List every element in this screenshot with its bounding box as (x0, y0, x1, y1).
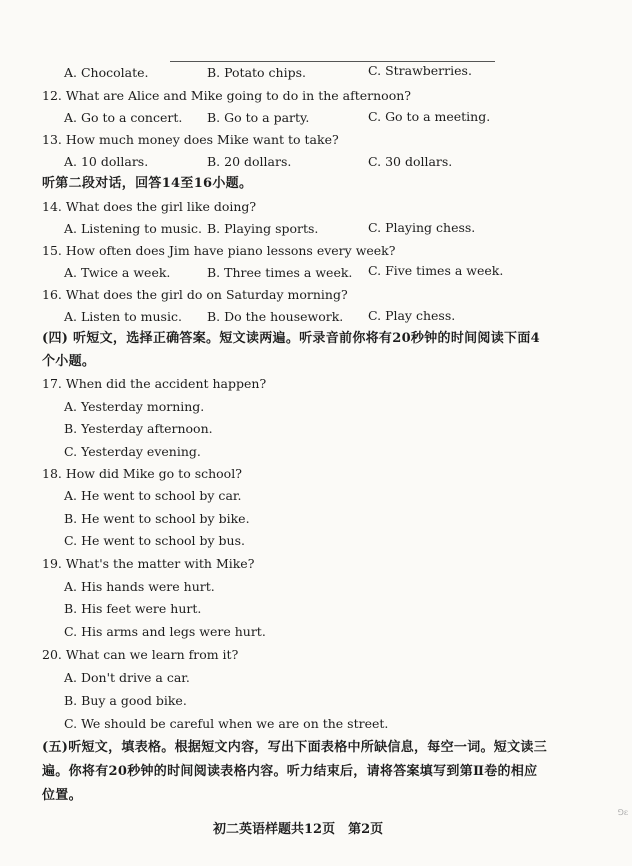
q20-option-a: A. Don't drive a car. (64, 670, 190, 685)
section5-instruction-line3: 位置。 (42, 788, 82, 803)
q13-option-a: A. 10 dollars. (64, 154, 149, 169)
corner-mark: ⅁ε (617, 808, 628, 817)
q14-option-c: C. Playing chess. (368, 220, 476, 235)
section4-instruction-line1: (四) 听短文，选择正确答案。短文读两遍。听录音前你将有20秒钟的时间阅读下面4 (42, 331, 540, 346)
q18-option-a: A. He went to school by car. (64, 488, 242, 503)
q17-option-a: A. Yesterday morning. (64, 399, 205, 414)
q20-option-c: C. We should be careful when we are on the street. (64, 716, 389, 731)
section4-instruction-line2: 个小题。 (42, 354, 96, 369)
q12-option-a: A. Go to a concert. (64, 110, 183, 125)
section5-instruction-line2: 遍。你将有20秒钟的时间阅读表格内容。听力结束后，请将答案填写到第Ⅱ卷的相应 (42, 764, 538, 779)
q11-option-b: B. Potato chips. (207, 65, 306, 80)
q15-option-b: B. Three times a week. (207, 265, 353, 280)
q14-option-b: B. Playing sports. (207, 221, 319, 236)
q12-stem: 12. What are Alice and Mike going to do in the afternoon? (42, 88, 411, 103)
q15-stem: 15. How often does Jim have piano lessons every week? (42, 243, 396, 258)
q19-option-b: B. His feet were hurt. (64, 601, 202, 616)
q20-option-b: B. Buy a good bike. (64, 693, 187, 708)
q20-stem: 20. What can we learn from it? (42, 647, 239, 662)
q14-option-a: A. Listening to music. (64, 221, 202, 236)
q13-option-b: B. 20 dollars. (207, 154, 292, 169)
q19-stem: 19. What's the matter with Mike? (42, 556, 255, 571)
section5-instruction-line1: (五)听短文，填表格。根据短文内容，写出下面表格中所缺信息，每空一词。短文读三 (42, 740, 548, 755)
q15-option-c: C. Five times a week. (368, 263, 504, 278)
q19-option-a: A. His hands were hurt. (64, 579, 215, 594)
q12-option-b: B. Go to a party. (207, 110, 310, 125)
q13-option-c: C. 30 dollars. (368, 154, 453, 169)
q16-option-c: C. Play chess. (368, 308, 456, 323)
q12-option-c: C. Go to a meeting. (368, 109, 491, 124)
q14-stem: 14. What does the girl like doing? (42, 199, 257, 214)
q11-option-c: C. Strawberries. (368, 63, 472, 78)
q17-option-c: C. Yesterday evening. (64, 444, 201, 459)
page-footer: 初二英语样题共12页 第2页 (213, 822, 384, 837)
q18-option-c: C. He went to school by bus. (64, 533, 245, 548)
dialogue2-instruction: 听第二段对话，回答14至16小题。 (42, 176, 253, 191)
q16-option-b: B. Do the housework. (207, 309, 344, 324)
q19-option-c: C. His arms and legs were hurt. (64, 624, 266, 639)
q16-stem: 16. What does the girl do on Saturday morning? (42, 287, 348, 302)
q15-option-a: A. Twice a week. (64, 265, 171, 280)
q18-option-b: B. He went to school by bike. (64, 511, 250, 526)
q16-option-a: A. Listen to music. (64, 309, 182, 324)
q18-stem: 18. How did Mike go to school? (42, 466, 242, 481)
q13-stem: 13. How much money does Mike want to take? (42, 132, 339, 147)
q11-option-a: A. Chocolate. (64, 65, 149, 80)
q17-stem: 17. When did the accident happen? (42, 376, 267, 391)
top-rule (170, 61, 495, 62)
q17-option-b: B. Yesterday afternoon. (64, 421, 213, 436)
